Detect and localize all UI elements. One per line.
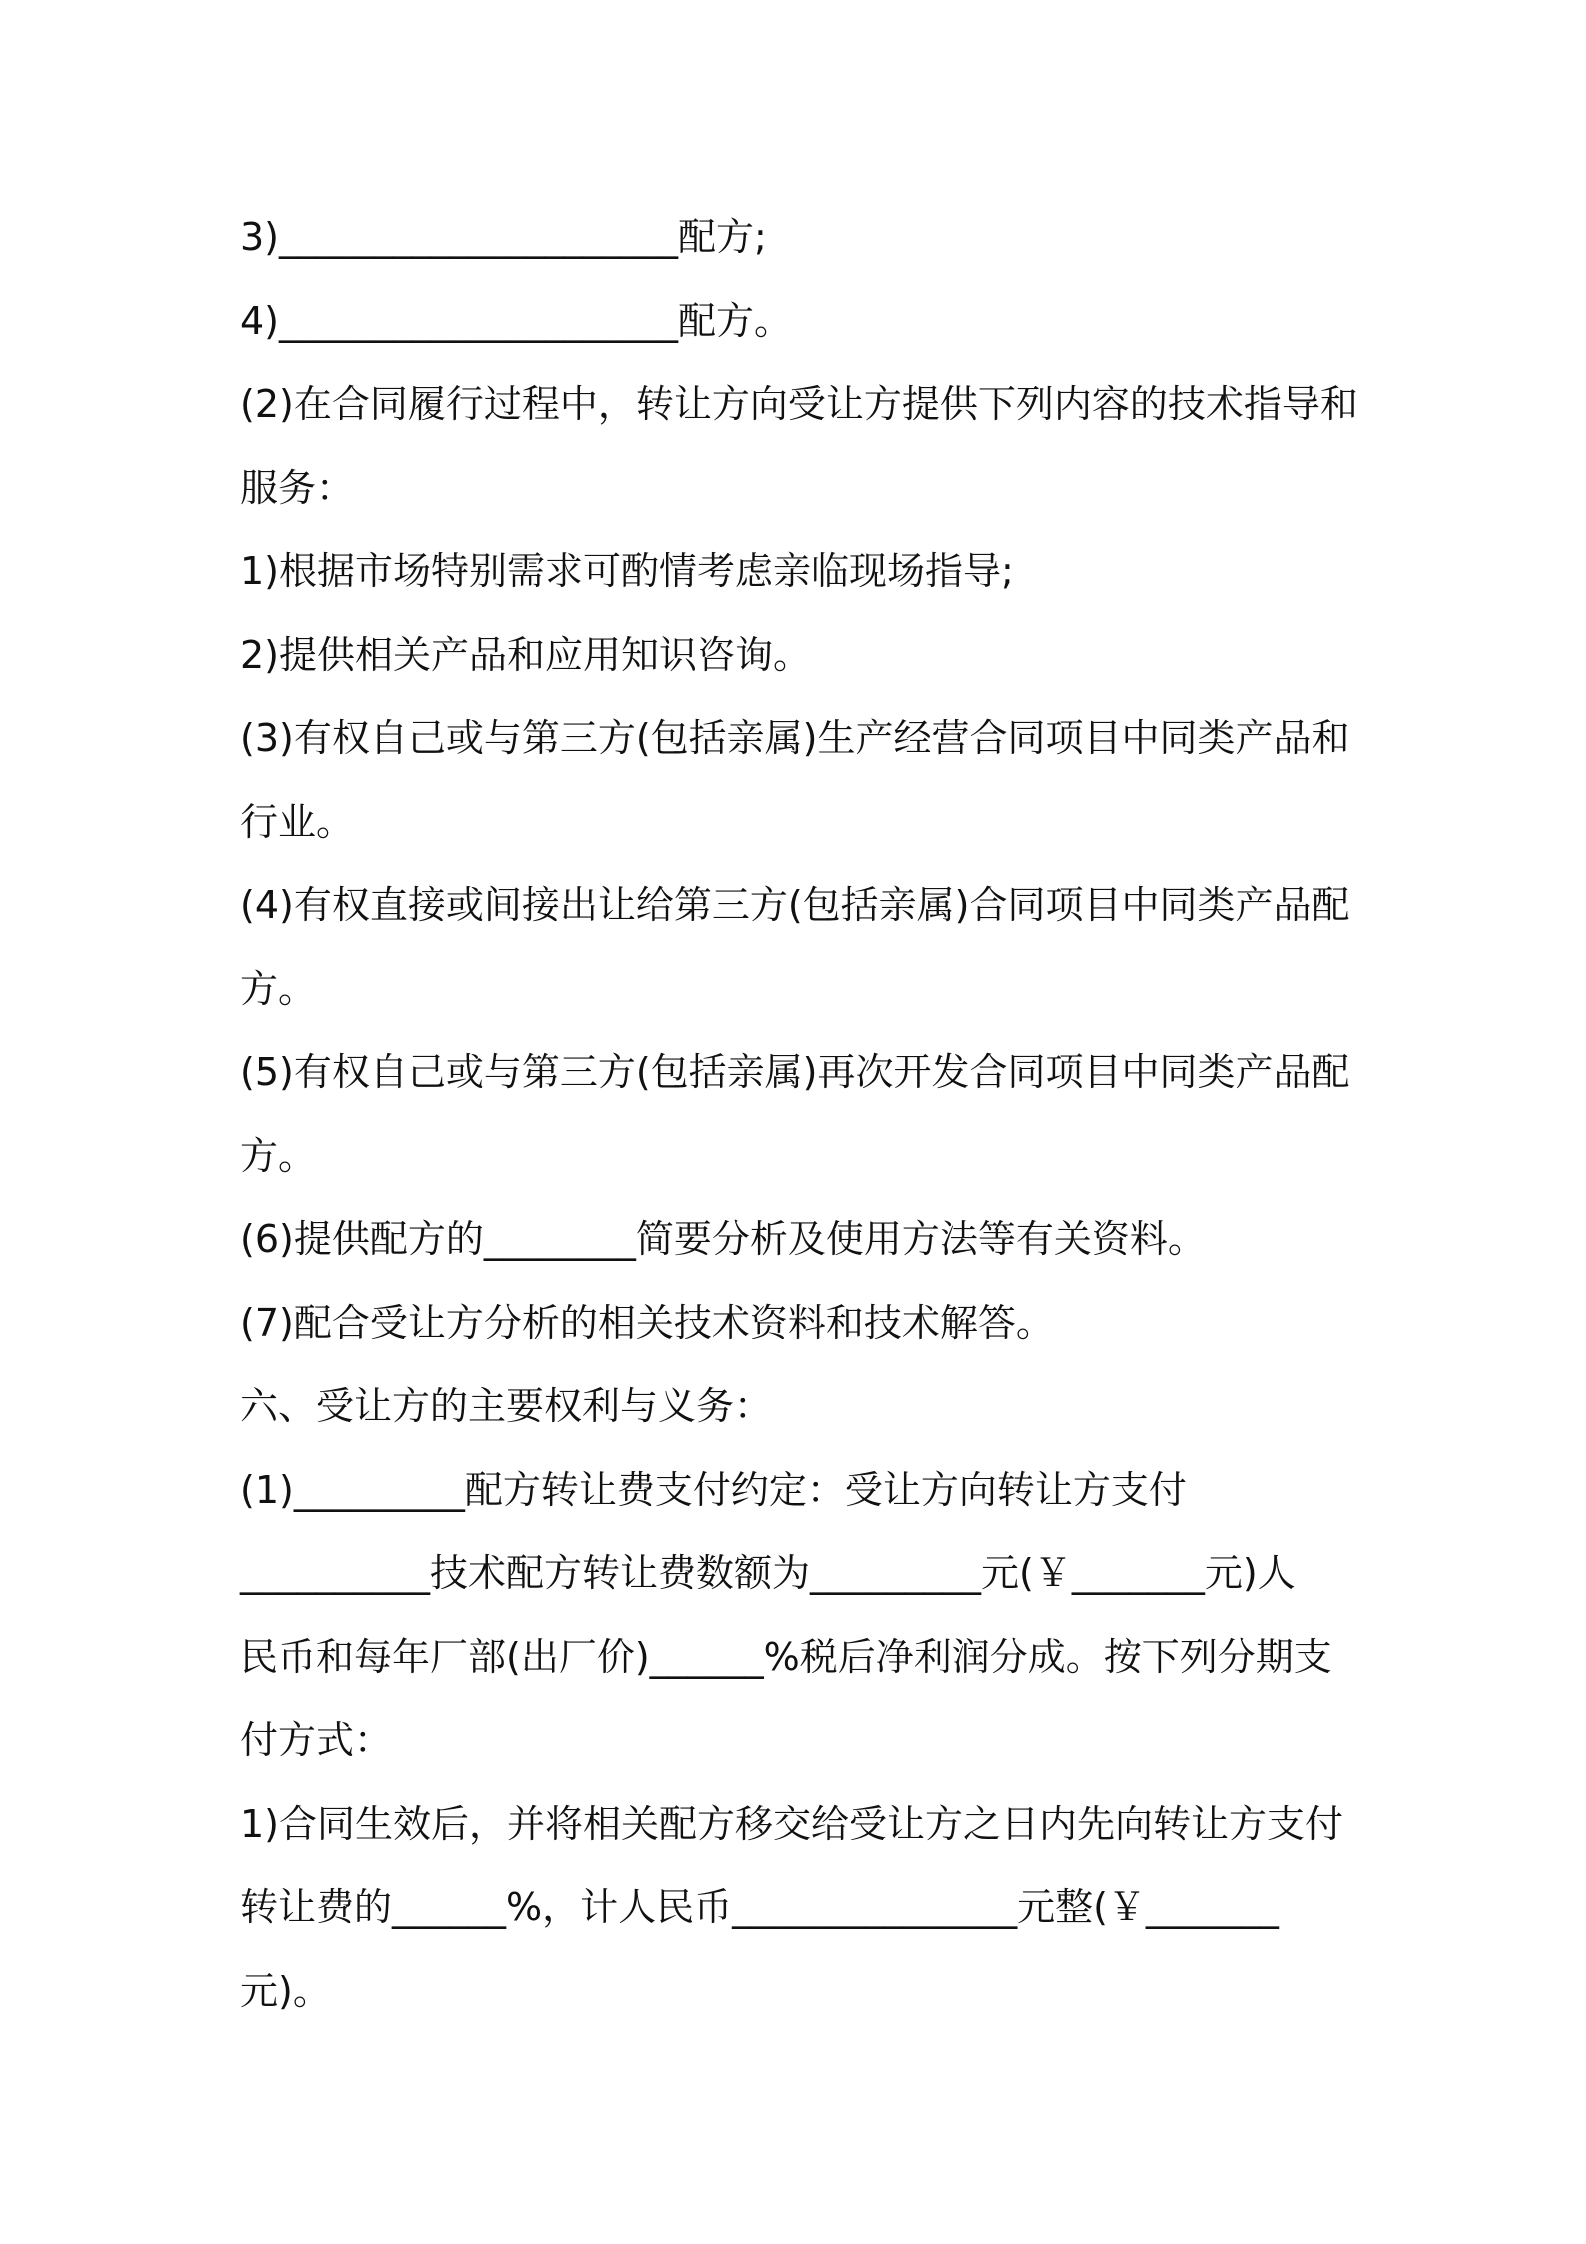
clause-payment-share: 民币和每年厂部(出厂价)______%税后净利润分成。按下列分期支 xyxy=(240,1634,1332,1679)
clause-provide-materials: (6)提供配方的________简要分析及使用方法等有关资料。 xyxy=(240,1217,1206,1261)
clause-right-redevelop-cont: 方。 xyxy=(240,1133,317,1178)
item-first-installment: 1)合同生效后，并将相关配方移交给受让方之日内先向转让方支付 xyxy=(240,1801,1344,1846)
document-body xyxy=(240,196,1360,2033)
clause-right-redevelop: (5)有权自己或与第三方(包括亲属)再次开发合同项目中同类产品配 xyxy=(240,1050,1350,1094)
clause-right-transfer-cont: 方。 xyxy=(240,966,317,1011)
clause-payment-method: 付方式： xyxy=(240,1718,393,1762)
clause-right-transfer: (4)有权直接或间接出让给第三方(包括亲属)合同项目中同类产品配 xyxy=(240,883,1350,927)
clause-right-produce: (3)有权自己或与第三方(包括亲属)生产经营合同项目中同类产品和 xyxy=(240,716,1350,760)
item-first-installment-end: 元)。 xyxy=(240,1968,331,2013)
clause-right-produce-cont: 行业。 xyxy=(240,799,355,844)
clause-technical-guidance-cont: 服务： xyxy=(240,465,355,510)
blank-formula-line-4: 4)_____________________配方。 xyxy=(240,298,793,343)
clause-technical-guidance: (2)在合同履行过程中，转让方向受让方提供下列内容的技术指导和 xyxy=(240,382,1358,426)
item-onsite-guidance: 1)根据市场特别需求可酌情考虑亲临现场指导; xyxy=(240,549,1014,593)
clause-payment-amount: __________技术配方转让费数额为_________元(￥_______元)人 xyxy=(240,1551,1296,1595)
clause-cooperate-analysis: (7)配合受让方分析的相关技术资料和技术解答。 xyxy=(240,1300,1054,1345)
item-first-installment-cont: 转让费的______%，计人民币_______________元整(￥_______ xyxy=(240,1885,1279,1929)
clause-payment-agreement: (1)_________配方转让费支付约定：受让方向转让方支付 xyxy=(240,1467,1187,1512)
item-knowledge-consulting: 2)提供相关产品和应用知识咨询。 xyxy=(240,632,812,677)
blank-formula-line-3: 3)_____________________配方; xyxy=(240,215,767,259)
section-heading-transferee: 六、受让方的主要权利与义务： xyxy=(240,1384,773,1428)
